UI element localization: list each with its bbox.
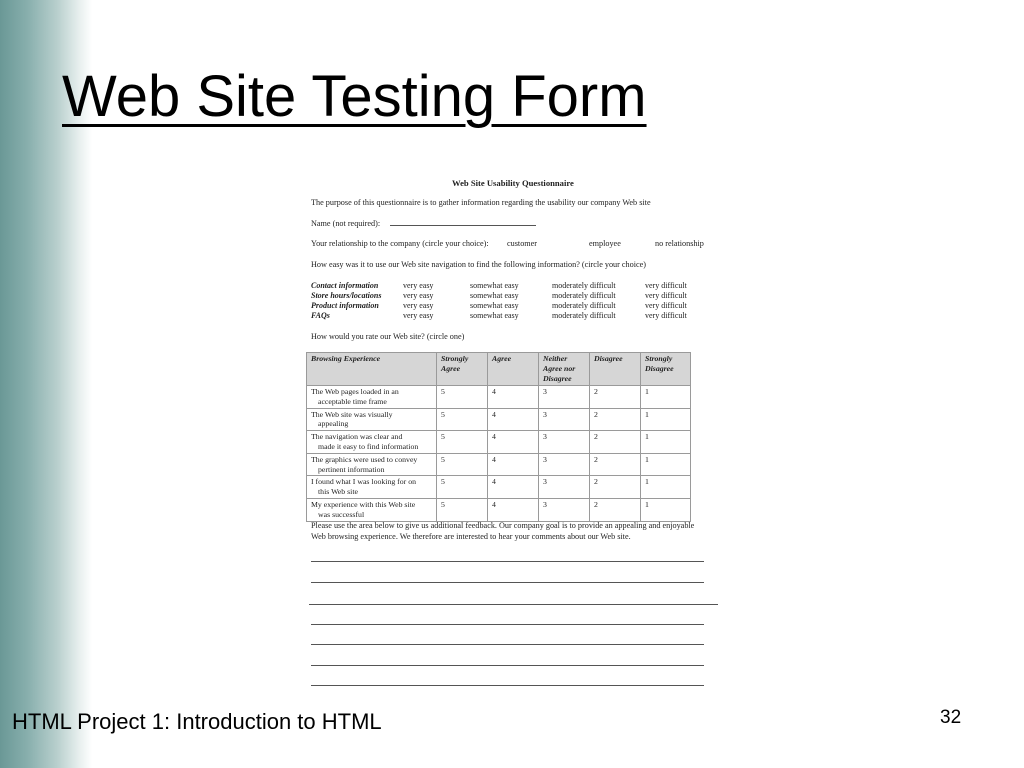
nav-choice: very easy xyxy=(403,291,434,300)
statement-cell xyxy=(307,453,437,476)
nav-item-label: Contact information xyxy=(311,281,379,290)
column-header: Disagree xyxy=(590,353,641,386)
statement-line: The Web pages loaded in an xyxy=(311,387,399,396)
nav-choice: somewhat easy xyxy=(470,291,519,300)
nav-choice: somewhat easy xyxy=(470,311,519,320)
score-cell: 5 xyxy=(437,476,488,499)
nav-item-label: FAQs xyxy=(311,311,330,320)
purpose-text: The purpose of this questionnaire is to gather information regarding the usability our company Web site xyxy=(311,198,651,207)
nav-choice: moderately difficult xyxy=(552,311,616,320)
table-row xyxy=(307,386,691,409)
score-cell: 5 xyxy=(437,498,488,521)
nav-choice: moderately difficult xyxy=(552,291,616,300)
feedback-line xyxy=(311,685,704,686)
score-cell: 4 xyxy=(488,386,539,409)
slide-number: 32 xyxy=(940,707,962,728)
statement-cell xyxy=(307,431,437,454)
slide-title: Web Site Testing Form xyxy=(62,64,647,129)
score-cell: 1 xyxy=(641,453,691,476)
score-cell: 5 xyxy=(437,386,488,409)
score-cell: 4 xyxy=(488,476,539,499)
relationship-option-employee: employee xyxy=(589,239,621,248)
nav-choice: somewhat easy xyxy=(470,281,519,290)
score-cell: 2 xyxy=(590,498,641,521)
nav-item-label: Product information xyxy=(311,301,379,310)
nav-choice: very easy xyxy=(403,301,434,310)
feedback-line xyxy=(311,624,704,625)
score-cell: 5 xyxy=(437,408,488,431)
statement-line: My experience with this Web site xyxy=(311,499,416,509)
nav-choice: somewhat easy xyxy=(470,301,519,310)
name-blank-line xyxy=(390,225,536,226)
score-cell: 3 xyxy=(539,498,590,521)
relationship-label: Your relationship to the company (circle your choice): xyxy=(311,239,489,248)
statement-line: was successful xyxy=(318,509,365,519)
table-header-row xyxy=(307,353,691,386)
questionnaire-title: Web Site Usability Questionnaire xyxy=(452,178,574,188)
nav-choice: very difficult xyxy=(645,281,687,290)
rating-question: How would you rate our Web site? (circle one) xyxy=(311,332,465,341)
statement-line: made it easy to find information xyxy=(318,441,419,451)
column-header: Agree xyxy=(488,353,539,386)
score-cell: 4 xyxy=(488,408,539,431)
feedback-line xyxy=(311,582,704,583)
score-cell: 1 xyxy=(641,408,691,431)
column-header: Neither Agree nor Disagree xyxy=(539,353,590,386)
score-cell: 4 xyxy=(488,431,539,454)
feedback-line xyxy=(309,604,718,605)
navigation-question: How easy was it to use our Web site navigation to find the following information? (circle your choice) xyxy=(311,260,647,269)
statement-line: The graphics were used to convey xyxy=(311,454,418,464)
score-cell: 4 xyxy=(488,453,539,476)
statement-line: I found what I was looking for on xyxy=(311,477,417,487)
column-header: Strongly Disagree xyxy=(641,353,691,386)
feedback-line xyxy=(311,561,704,562)
score-cell: 3 xyxy=(539,386,590,409)
table-row xyxy=(307,453,691,476)
nav-choice: moderately difficult xyxy=(552,301,616,310)
nav-choice: very difficult xyxy=(645,311,687,320)
statement-cell xyxy=(307,408,437,431)
rating-table xyxy=(306,352,691,522)
statement-line: appealing xyxy=(318,419,349,429)
score-cell: 3 xyxy=(539,431,590,454)
score-cell: 1 xyxy=(641,498,691,521)
score-cell: 3 xyxy=(539,453,590,476)
relationship-option-none: no relationship xyxy=(655,239,704,248)
score-cell: 2 xyxy=(590,386,641,409)
nav-choice: very difficult xyxy=(645,301,687,310)
score-cell: 3 xyxy=(539,476,590,499)
statement-line: The Web site was visually xyxy=(311,409,393,419)
name-label: Name (not required): xyxy=(311,219,381,228)
table-row xyxy=(307,476,691,499)
table-row xyxy=(307,431,691,454)
score-cell: 2 xyxy=(590,431,641,454)
score-cell: 3 xyxy=(539,408,590,431)
score-cell: 5 xyxy=(437,453,488,476)
statement-line: acceptable time frame xyxy=(318,396,387,406)
statement-cell xyxy=(307,498,437,521)
score-cell: 4 xyxy=(488,498,539,521)
table-row xyxy=(307,408,691,431)
table-row xyxy=(307,498,691,521)
score-cell: 1 xyxy=(641,431,691,454)
score-cell: 2 xyxy=(590,453,641,476)
footer-text: HTML Project 1: Introduction to HTML xyxy=(12,709,382,734)
feedback-line xyxy=(311,665,704,666)
nav-choice: very difficult xyxy=(645,291,687,300)
nav-item-label: Store hours/locations xyxy=(311,291,382,300)
score-cell: 2 xyxy=(590,408,641,431)
questionnaire-document xyxy=(304,172,724,692)
column-header: Browsing Experience xyxy=(307,353,437,386)
statement-line: this Web site xyxy=(318,487,358,497)
score-cell: 1 xyxy=(641,386,691,409)
nav-choice: very easy xyxy=(403,281,434,290)
relationship-option-customer: customer xyxy=(507,239,538,248)
feedback-line xyxy=(311,644,704,645)
nav-choice: very easy xyxy=(403,311,434,320)
statement-cell xyxy=(307,386,437,409)
score-cell: 5 xyxy=(437,431,488,454)
statement-line: The navigation was clear and xyxy=(311,432,403,442)
score-cell: 2 xyxy=(590,476,641,499)
statement-cell xyxy=(307,476,437,499)
score-cell: 1 xyxy=(641,476,691,499)
feedback-instructions: Please use the area below to give us additional feedback. Our company goal is to provide an appealing and enjoyable Web browsing experience. We therefore are interested to hear your comments about our Web site. xyxy=(311,521,695,541)
nav-choice: moderately difficult xyxy=(552,281,616,290)
column-header: Strongly Agree xyxy=(437,353,488,386)
statement-line: pertinent information xyxy=(318,464,385,474)
